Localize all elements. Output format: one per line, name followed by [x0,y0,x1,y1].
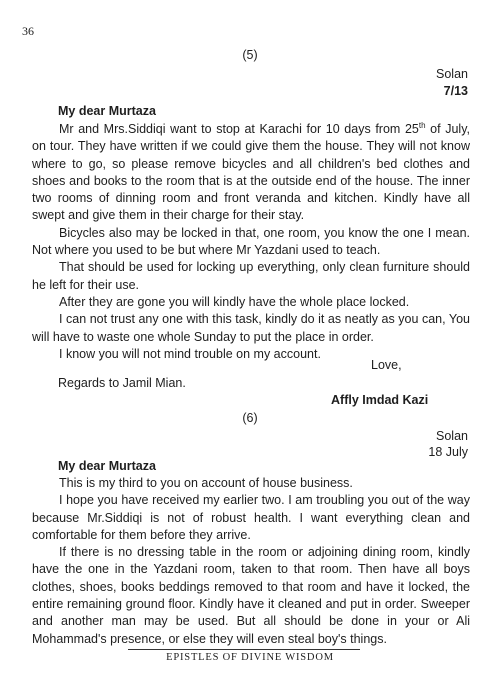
letter-6-salutation: My dear Murtaza [58,459,156,473]
letter-6-paragraph-1: This is my third to you on account of house business. [59,476,353,490]
letter-5-paragraph-1: Mr and Mrs.Siddiqi want to stop at Karachi for 10 days from 25th of July, on tour. They have written if we could give them the house. They will not know where to go, so please remove bicycles and all children's bed clothes and shoes and books to the room that is at the outside end of the house. The inner two rooms of dinning room and front veranda and kitchen. Kindly have all swept and give them in their charge for their stay. [32,120,470,223]
letter-5-number: (5) [242,48,258,62]
letter-5-closing: Love, [371,358,402,372]
letter-5-regards: Regards to Jamil Mian. [58,376,186,390]
letter-5-date: 7/13 [443,84,468,98]
letter-6-paragraph-3: If there is no dressing table in the room or adjoining dining room, kindly have the one in the Yazdani room, taken to that room. Then have all boys clothes, shoes, books beddings removed to that room and have it locked, the entire remaining ground floor. Kindly have it cleaned and put in order. Sweeper and another man may be used. But all should be done in your or Ali Mohammad's presence, or else they will even steal boy's things. [32,545,470,646]
letter-5-place: Solan [436,67,468,81]
letter-6-paragraph-2: I hope you have received my earlier two. I am troubling you out of the way because Mr.Siddiqi is not of robust health. I want everything clean and comfortable for them before they arrive. [32,493,470,542]
letter-5-paragraph-2: Bicycles also may be locked in that, one room, you know the one I mean. Not where you used to be but where Mr Yazdani used to teach. [32,225,470,258]
letter-5-paragraph-6: I know you will not mind trouble on my account. [59,346,321,361]
letter-6-body [32,475,470,648]
letter-5-signature: Affly Imdad Kazi [331,393,429,407]
letter-5-paragraph-5: I can not trust any one with this task, kindly do it as neatly as you can, You will have to waste one whole Sunday to put the place in order. [32,312,470,344]
letter-5-body [32,121,470,363]
letter-6-number: (6) [242,411,258,425]
letter-6-date: 18 July [428,445,468,459]
letter-6-place: Solan [436,429,468,443]
letter-5-paragraph-3: That should be used for locking up everything, only clean furniture should he left for their use. [32,260,470,292]
footer-title: EPISTLES OF DIVINE WISDOM [166,652,334,663]
letter-5-salutation: My dear Murtaza [58,104,156,118]
footer-rule [128,649,360,650]
letter-5-paragraph-4: After they are gone you will kindly have the whole place locked. [59,294,410,309]
page-number: 36 [22,24,34,38]
